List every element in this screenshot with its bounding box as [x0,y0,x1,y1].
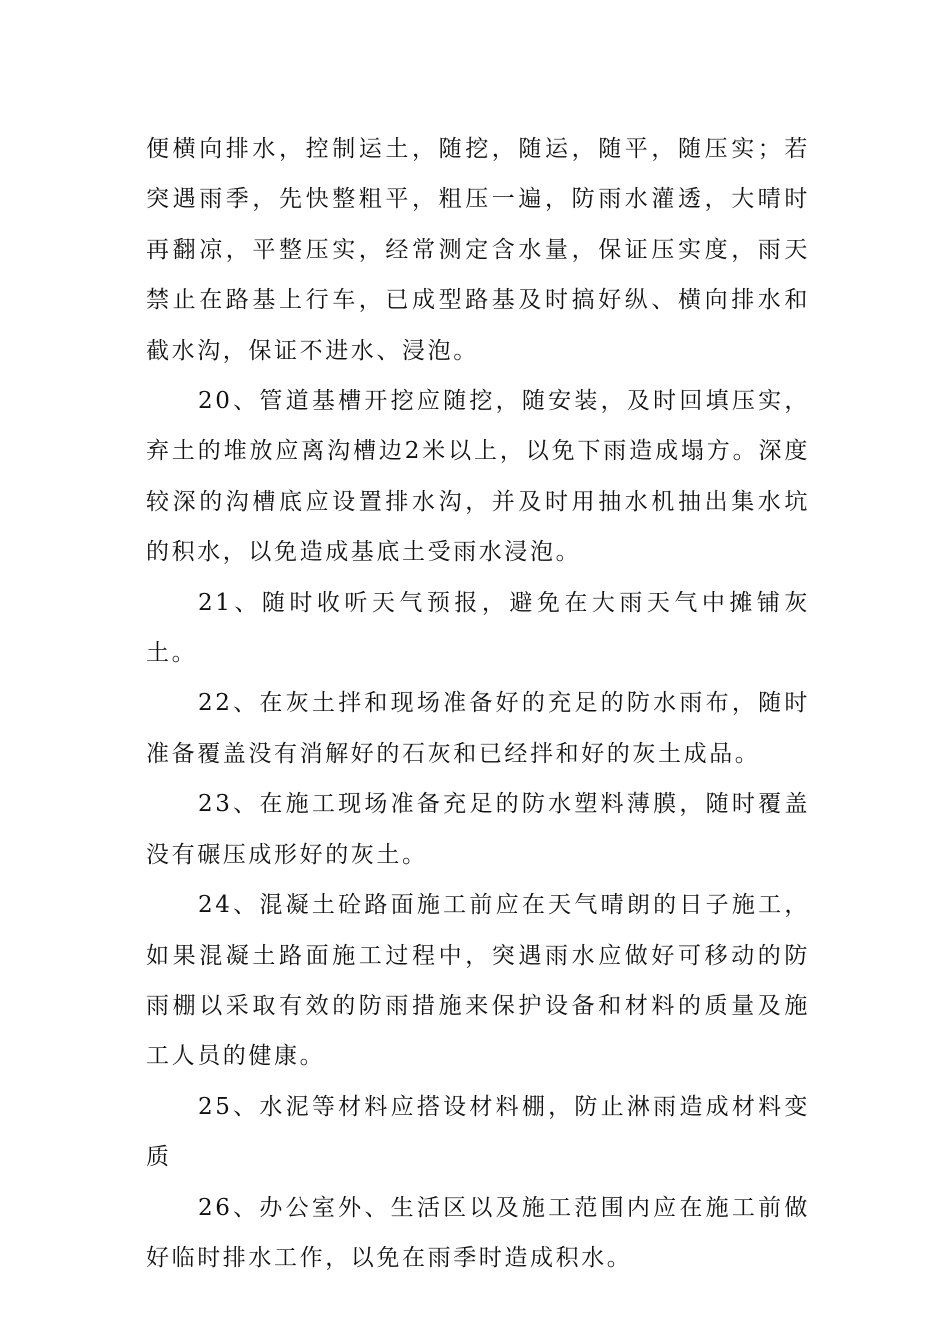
paragraph-item-21: 21、随时收听天气预报，避免在大雨天气中摊铺灰土。 [146,589,810,667]
paragraph-continued: 便横向排水，控制运土，随挖，随运，随平，随压实；若突遇雨季，先快整粗平，粗压一遍，防雨水灌透，大晴时再翻凉，平整压实，经常测定含水量，保证压实度，雨天禁止在路基上行车，已成型路基及时搞好纵、横向排水和截水沟，保证不进水、浸泡。 [146,136,810,364]
paragraph-item-23: 23、在施工现场准备充足的防水塑料薄膜，随时覆盖没有碾压成形好的灰土。 [146,791,810,868]
paragraph-item-22: 22、在灰土拌和现场准备好的充足的防水雨布，随时准备覆盖没有消解好的石灰和已经拌和好的灰土成品。 [146,690,810,767]
paragraph-item-20: 20、管道基槽开挖应随挖，随安装，及时回填压实，弃土的堆放应离沟槽边2米以上，以免下雨造成塌方。深度较深的沟槽底应设置排水沟，并及时用抽水机抽出集水坑的积水，以免造成基底土受雨水浸泡。 [146,388,810,566]
document-page [146,124,810,1283]
paragraph-item-24: 24、混凝土砼路面施工前应在天气晴朗的日子施工，如果混凝土路面施工过程中，突遇雨水应做好可移动的防雨棚以采取有效的防雨措施来保护设备和材料的质量及施工人员的健康。 [146,892,810,1070]
paragraph-item-25: 25、水泥等材料应搭设材料棚，防止淋雨造成材料变质 [146,1093,810,1171]
paragraph-item-26: 26、办公室外、生活区以及施工范围内应在施工前做好临时排水工作，以免在雨季时造成积水。 [146,1194,810,1271]
